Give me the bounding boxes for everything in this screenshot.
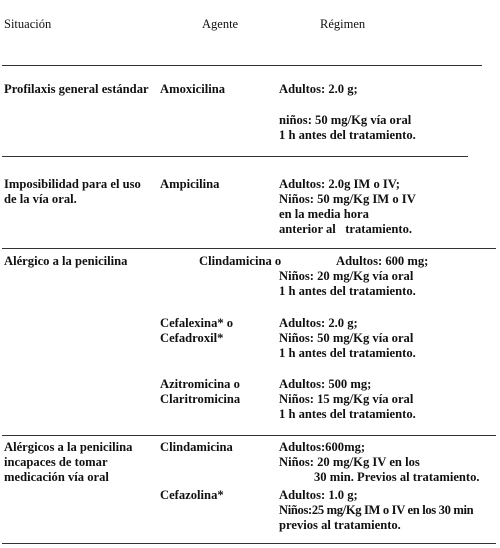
row3-agente-1: Clindamicina o bbox=[199, 254, 282, 268]
row4-situacion-line2: incapaces de tomar bbox=[4, 455, 108, 469]
row4-regimen-2-line2: Niños:25 mg/Kg IM o IV en los 30 min bbox=[279, 503, 474, 517]
row3-agente-2-line1: Cefalexina* o bbox=[160, 316, 234, 330]
row1-situacion: Profilaxis general estándar bbox=[4, 82, 149, 96]
row2-regimen-line1: Adultos: 2.0g IM o IV; bbox=[279, 177, 400, 191]
row1-agente: Amoxicilina bbox=[160, 82, 226, 96]
row3-agente-3-line2: Claritromicina bbox=[160, 392, 241, 406]
row3-regimen-1-line2: Niños: 20 mg/Kg vía oral bbox=[279, 269, 414, 283]
row3-regimen-1-line3: 1 h antes del tratamiento. bbox=[279, 284, 416, 298]
row4-regimen-2-line1: Adultos: 1.0 g; bbox=[279, 488, 358, 502]
row2-regimen-line2: Niños: 50 mg/Kg IM o IV bbox=[279, 192, 416, 206]
divider-row1 bbox=[2, 156, 468, 157]
row2-regimen-line3: en la media hora bbox=[279, 207, 369, 221]
row4-agente-2: Cefazolina* bbox=[160, 488, 224, 502]
row1-regimen-line1: Adultos: 2.0 g; bbox=[279, 82, 358, 96]
row3-regimen-2-line1: Adultos: 2.0 g; bbox=[279, 316, 358, 330]
row2-regimen-line4: anterior al tratamiento. bbox=[279, 222, 413, 236]
row3-situacion: Alérgico a la penicilina bbox=[4, 254, 128, 268]
divider-bottom bbox=[2, 543, 496, 544]
row3-agente-3-line1: Azitromicina o bbox=[160, 377, 240, 391]
row1-regimen-line4: 1 h antes del tratamiento. bbox=[279, 128, 416, 142]
row3-regimen-2-line3: 1 h antes del tratamiento. bbox=[279, 346, 416, 360]
divider-row3 bbox=[2, 435, 496, 436]
row4-regimen-1-line1: Adultos:600mg; bbox=[279, 440, 366, 454]
row2-agente: Ampicilina bbox=[160, 177, 220, 191]
row4-regimen-2-line3: previos al tratamiento. bbox=[279, 518, 401, 532]
row4-agente-1: Clindamicina bbox=[160, 440, 233, 454]
row3-regimen-2-line2: Niños: 50 mg/Kg vía oral bbox=[279, 331, 414, 345]
row3-regimen-3-line1: Adultos: 500 mg; bbox=[279, 377, 372, 391]
row4-situacion-line3: medicación vía oral bbox=[4, 470, 109, 484]
row4-situacion-line1: Alérgicos a la penicilina bbox=[4, 440, 133, 454]
header-situacion: Situación bbox=[4, 17, 52, 31]
divider-header bbox=[2, 65, 482, 66]
row3-regimen-1-line1: Adultos: 600 mg; bbox=[336, 254, 429, 268]
row3-regimen-3-line3: 1 h antes del tratamiento. bbox=[279, 407, 416, 421]
row2-situacion-line1: Imposibilidad para el uso bbox=[4, 177, 141, 191]
header-regimen: Régimen bbox=[320, 17, 366, 31]
header-agente: Agente bbox=[202, 17, 239, 31]
divider-row2 bbox=[2, 248, 496, 249]
row2-situacion-line2: de la vía oral. bbox=[4, 192, 77, 206]
row1-regimen-line3: niños: 50 mg/Kg vía oral bbox=[279, 113, 412, 127]
row3-agente-2-line2: Cefadroxil* bbox=[160, 331, 224, 345]
row4-regimen-1-line2: Niños: 20 mg/Kg IV en los bbox=[279, 455, 420, 469]
row3-regimen-3-line2: Niños: 15 mg/Kg vía oral bbox=[279, 392, 414, 406]
row4-regimen-1-line3: 30 min. Previos al tratamiento. bbox=[314, 470, 480, 484]
